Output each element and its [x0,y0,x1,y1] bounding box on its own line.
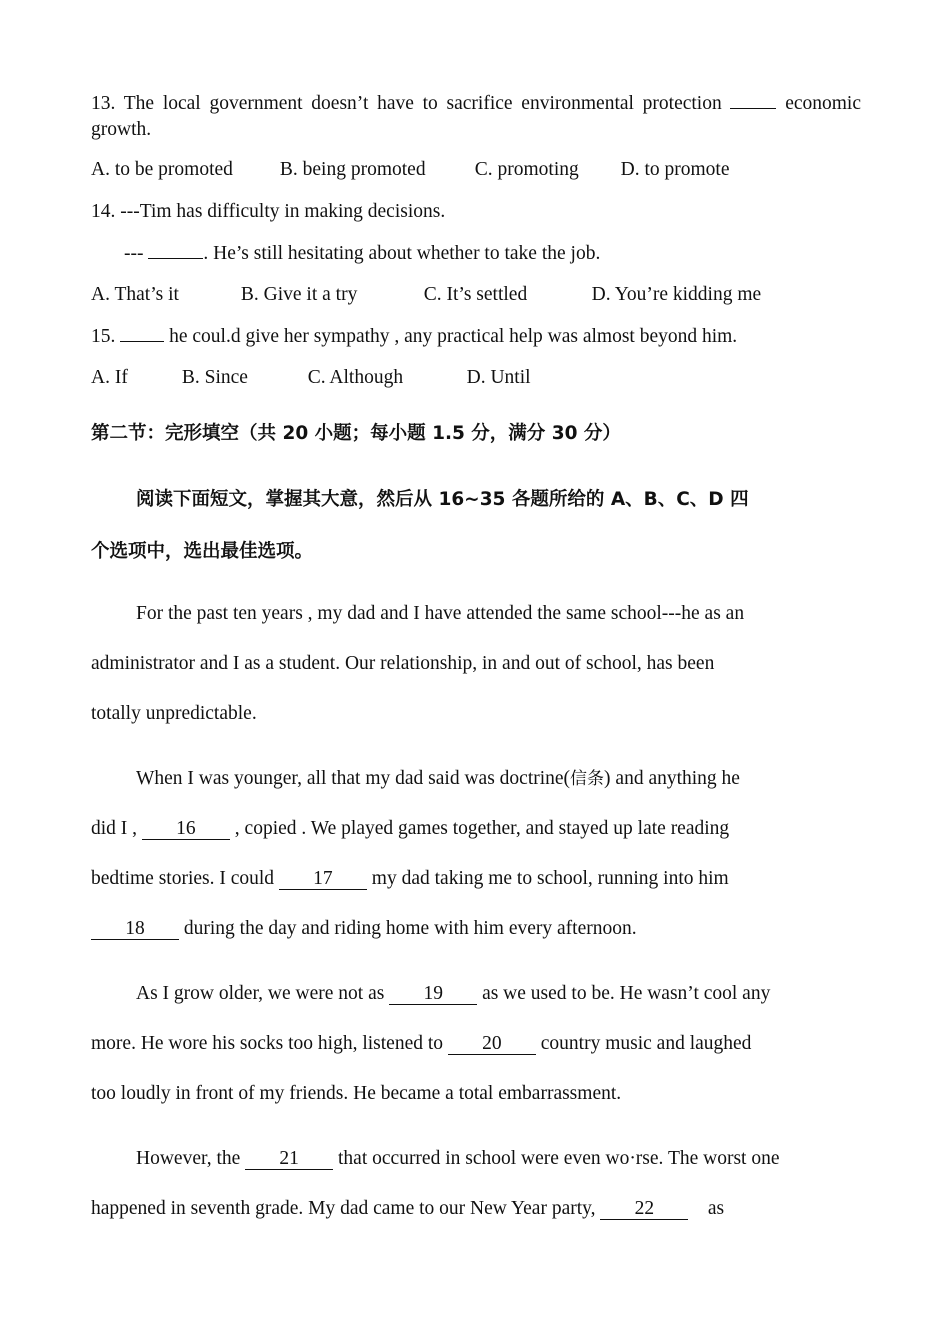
p2-text: , copied . We played games together, and stayed up late reading [234,818,730,839]
q14-line1: 14. ---Tim has difficulty in making decisions. [91,201,446,222]
passage-paragraph-3 [91,969,861,1119]
blank-21: 21 [245,1149,333,1170]
p4-line-2 [91,1184,861,1234]
q13-number: 13. [91,93,116,114]
question-13 [91,90,861,143]
q15-number: 15. [91,326,116,347]
p4-text: that occurred in school were even wo·rse. The worst one [338,1148,780,1169]
q14-option-b: B. Give it a try [240,284,358,305]
p2-text: during the day and riding home with him every afternoon. [183,918,637,939]
question-15 [91,324,737,350]
p4-text: happened in seventh grade. My dad came to our New Year party, [91,1198,596,1219]
blank-16: 16 [142,819,230,840]
passage-paragraph-4 [91,1134,861,1234]
q15-text: he coul.d give her sympathy , any practical help was almost beyond him. [169,326,738,347]
q14-blank [148,258,203,259]
q14-dashes: --- [124,243,144,264]
p2-text: ) and anything he [604,768,740,789]
q13-blank [730,90,776,109]
section-instruction-line1: 阅读下面短文，掌握其大意，然后从 16~35 各题所给的 A、B、C、D 四 [136,489,749,510]
q13-options [91,157,729,183]
q14-option-d: D. You’re kidding me [591,284,762,305]
p2-text: did I , [91,818,138,839]
q15-option-d: D. Until [466,367,531,388]
q15-option-b: B. Since [181,367,248,388]
p2-line-3 [91,854,861,904]
p3-text: more. He wore his socks too high, listened to [91,1033,444,1054]
q13-text-after: economic growth. [91,93,861,140]
section-instruction-line2: 个选项中，选出最佳选项。 [91,541,314,562]
q13-option-a: A. to be promoted [91,159,233,180]
p1-line: totally unpredictable. [91,703,257,724]
q15-option-c: C. Although [307,367,404,388]
p2-line-1 [91,754,861,804]
p3-text: as we used to be. He wasn’t cool any [482,983,771,1004]
q14-option-c: C. It’s settled [423,284,528,305]
p2-text: bedtime stories. I could [91,868,275,889]
p2-text: my dad taking me to school, running into him [371,868,729,889]
p2-cjk-text: 信条 [570,769,605,789]
blank-18: 18 [91,919,179,940]
p4-text: However, the [136,1148,241,1169]
p2-text: When I was younger, all that my dad said was doctrine( [136,768,571,789]
p3-text: As I grow older, we were not as [136,983,385,1004]
q13-option-d: D. to promote [620,159,730,180]
p3-line-3: too loudly in front of my friends. He became a total embarrassment. [91,1083,622,1104]
passage-paragraph-2 [91,754,861,954]
blank-17: 17 [279,869,367,890]
blank-19: 19 [389,984,477,1005]
p1-line: administrator and I as a student. Our relationship, in and out of school, has been [91,653,715,674]
p2-line-2 [91,804,861,854]
p2-line-4 [91,904,861,954]
p3-line-2 [91,1019,861,1069]
q14-option-a: A. That’s it [91,284,179,305]
blank-20: 20 [448,1034,536,1055]
q14-line2-text: . He’s still hesitating about whether to take the job. [203,243,601,264]
p4-text: as [707,1198,725,1219]
q15-blank [120,341,164,342]
passage-paragraph-1 [91,589,861,739]
q13-option-c: C. promoting [474,159,579,180]
q13-text: The local government doesn’t have to sacrifice environmental protection [123,93,722,114]
section-heading: 第二节：完形填空（共 20 小题；每小题 1.5 分，满分 30 分） [91,423,621,444]
p1-line: For the past ten years , my dad and I have attended the same school---he as an [136,603,745,624]
q14-options [91,282,761,308]
p4-line-1 [91,1134,861,1184]
p3-line-1 [91,969,861,1019]
blank-22: 22 [600,1199,688,1220]
q13-option-b: B. being promoted [279,159,426,180]
q14-line2 [124,241,600,267]
q15-options [91,365,531,391]
p3-text: country music and laughed [540,1033,752,1054]
q15-option-a: A. If [91,367,128,388]
